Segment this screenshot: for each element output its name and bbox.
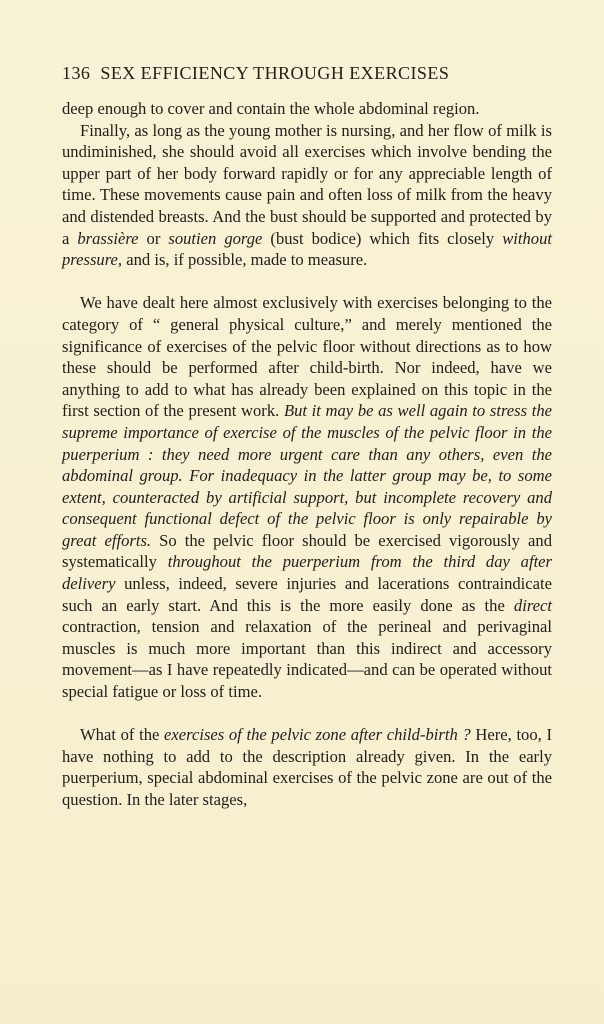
paragraph-3 (62, 292, 552, 702)
running-head (62, 61, 532, 85)
running-title: SEX EFFICIENCY THROUGH EXERCISES (100, 63, 450, 83)
text-run: What of the (80, 725, 165, 745)
text-run: So the pelvic floor should be exercised vigorously and systematically (62, 530, 552, 572)
italic-run: But it may be as well again to stress the supreme importance of exercise of the muscles of the pelvic floor in the puerperium : they need more urgent care than any others, even the abdominal group. For inadequacy in the latter group may be, to some extent, counteracted by artificial support, but incomplete recovery and consequent functional defect of the pelvic floor is only repairable by great efforts. (62, 401, 552, 550)
body-text (62, 98, 552, 811)
italic-run: exercises of the pelvic zone after child-birth ? (164, 725, 471, 745)
text-run: Here, too, I have nothing to add to the description already given. In the early puerperium, special abdominal exercises of the pelvic zone are out of the question. In the later stages, (62, 725, 552, 809)
italic-run: direct (513, 595, 552, 615)
italic-run: throughout the puerperium from the third day after delivery (62, 552, 552, 594)
text-run: or (138, 228, 169, 248)
text-run: (bust bodice) which fits closely (262, 228, 503, 248)
text-run: We have dealt here almost exclusively with exercises belonging to the category of “ general physical culture,” and merely mentioned the significance of exercises of the pelvic floor without directions as to how these should be performed after child-birth. Nor indeed, have we anything to add to what has already been explained on this topic in the first section of the present work. (62, 293, 552, 421)
text-run: contraction, tension and relaxation of the perineal and perivaginal muscles is much more important than this indirect and accessory movement—as I have repeatedly indicated—and can be operated without special fatigue or loss of time. (62, 617, 552, 702)
text-run: unless, indeed, severe injuries and lacerations contraindicate such an early start. And this is the more easily done as the (62, 574, 552, 615)
paragraph-1: deep enough to cover and contain the whole abdominal region. (62, 99, 480, 118)
italic-run: brassière (77, 228, 139, 248)
paragraph-4 (62, 724, 552, 810)
paragraph-2 (62, 120, 552, 271)
page-number: 136 (62, 63, 91, 83)
italic-run: without pressure, (62, 228, 552, 270)
text-run: and is, if possible, made to measure. (122, 250, 368, 270)
italic-run: soutien gorge (168, 228, 263, 248)
text-run: Finally, as long as the young mother is nursing, and her flow of milk is undiminished, she should avoid all exercises which involve bending the upper part of her body forward rapidly or for any appreciable length of time. These movements cause pain and often loss of milk from the heavy and distended breasts. And the bust should be supported and protected by a (62, 120, 552, 248)
